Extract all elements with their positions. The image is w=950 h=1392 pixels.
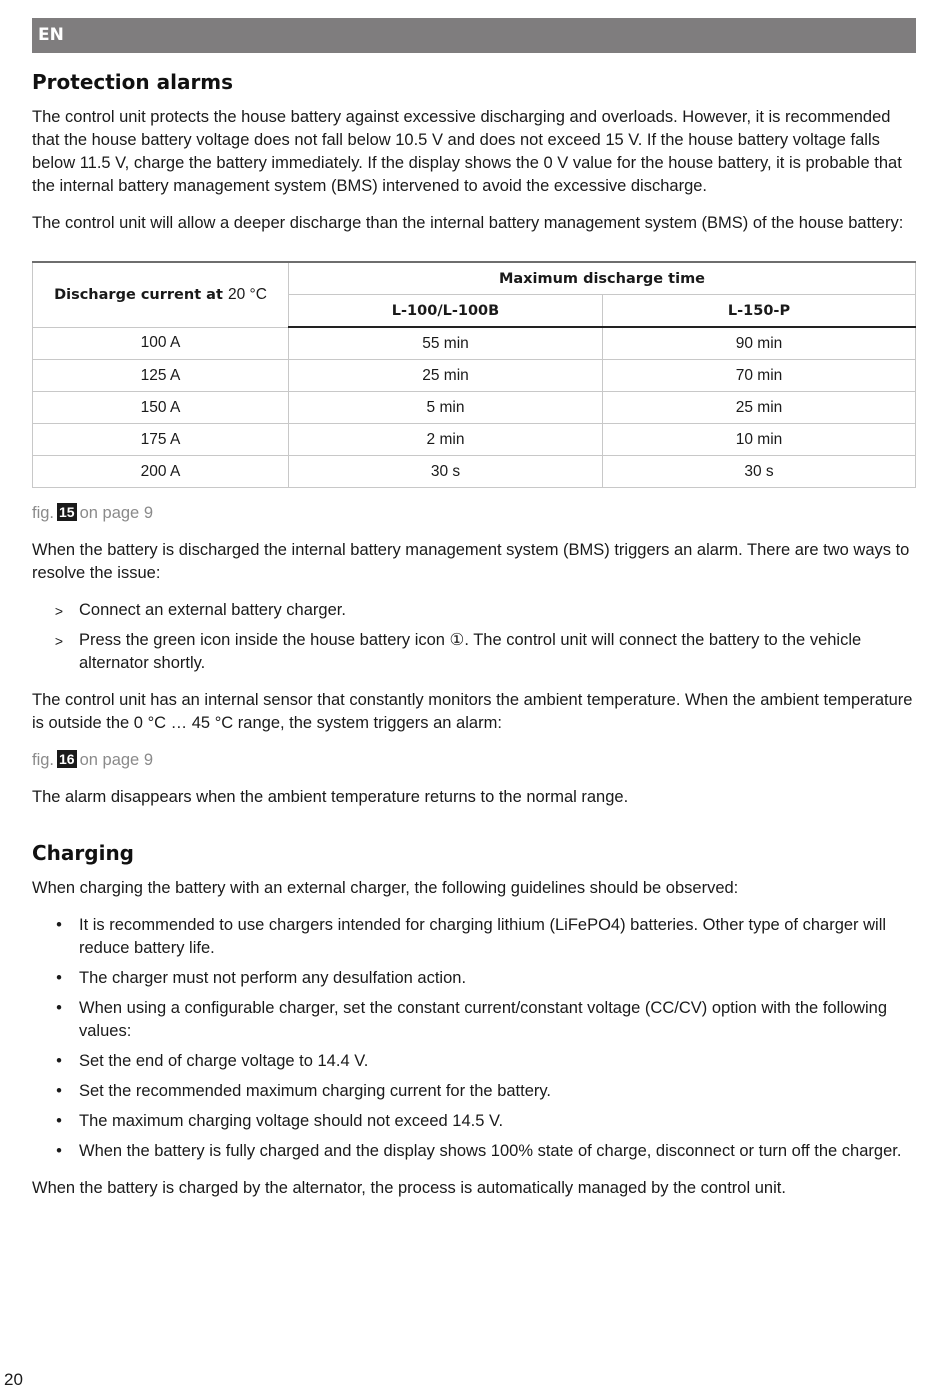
step-arrow-icon: > (54, 633, 64, 649)
step-arrow-icon: > (54, 603, 64, 619)
list-item: • When the battery is fully charged and the display shows 100% state of charge, disconnect or turn off the charger. (32, 1140, 916, 1163)
table-cell: 5 min (289, 392, 603, 424)
list-item: • The charger must not perform any desulfation action. (32, 967, 916, 990)
list-item: • When using a configurable charger, set the constant current/constant voltage (CC/CV) option with the following values: (32, 997, 916, 1043)
charging-heading: Charging (32, 841, 135, 865)
model-header-l100: L-100/L-100B (289, 295, 603, 328)
table-row (33, 424, 916, 456)
charging-outro: When the battery is charged by the alternator, the process is automatically managed by the control unit. (32, 1179, 786, 1197)
table-cell: 30 s (603, 456, 916, 488)
model-header-l150p: L-150-P (603, 295, 916, 328)
list-item: • Set the recommended maximum charging current for the battery. (32, 1080, 916, 1103)
table-row (33, 392, 916, 424)
figure-number-badge: 15 (59, 504, 75, 520)
protection-paragraph-2: The control unit will allow a deeper discharge than the internal battery management system (BMS) of the house battery: (32, 214, 904, 232)
bullet-icon: • (56, 969, 62, 987)
language-header-bar (32, 18, 916, 53)
maximum-discharge-time-header: Maximum discharge time (289, 262, 916, 295)
figure-number-badge: 16 (59, 751, 75, 767)
page-number: 20 (4, 1370, 23, 1389)
list-item: • It is recommended to use chargers intended for charging lithium (LiFePO4) batteries. Other type of charger will reduce battery life. (32, 914, 916, 960)
table-row (33, 456, 916, 488)
table-cell: 70 min (603, 360, 916, 392)
table-cell: 25 min (289, 360, 603, 392)
table-row (33, 327, 916, 360)
protection-alarms-heading: Protection alarms (32, 70, 234, 94)
bullet-icon: • (56, 1082, 62, 1100)
table-header-row (33, 262, 916, 295)
protection-paragraph-3: When the battery is discharged the internal battery management system (BMS) triggers an alarm. There are two ways to resolve the issue: (32, 541, 910, 582)
bullet-icon: • (56, 1142, 62, 1160)
table-cell: 55 min (289, 327, 603, 360)
bullet-icon: • (56, 999, 62, 1017)
bullet-icon: • (56, 1052, 62, 1070)
charging-intro: When charging the battery with an external charger, the following guidelines should be observed: (32, 879, 739, 897)
bullet-icon: • (56, 1112, 62, 1130)
discharge-time-table (32, 261, 916, 488)
list-item: • Set the end of charge voltage to 14.4 V. (32, 1050, 916, 1073)
figure-reference-16[interactable]: fig. 16 on page 9 (32, 751, 153, 769)
table-cell: 2 min (289, 424, 603, 456)
bullet-icon: • (56, 916, 62, 934)
table-cell: 175 A (33, 424, 289, 456)
list-item: > Connect an external battery charger. (32, 599, 916, 622)
table-cell: 200 A (33, 456, 289, 488)
discharge-current-header: Discharge current at 20 °C (33, 262, 289, 327)
protection-paragraph-1: The control unit protects the house battery against excessive discharging and overloads. However, it is recommended that the house battery voltage does not fall below 10.5 V and does not exceed 15 V. If the house battery voltage falls below 11.5 V, charge the battery immediately. If the display shows the 0 V value for the house battery, it is probable that the internal battery management system (BMS) intervened to avoid the excessive discharge. (32, 108, 902, 195)
table-cell: 25 min (603, 392, 916, 424)
table-cell: 150 A (33, 392, 289, 424)
protection-paragraph-4: The control unit has an internal sensor that constantly monitors the ambient temperature. When the ambient temperature is outside the 0 °C … 45 °C range, the system triggers an alarm: (32, 691, 913, 732)
list-item: > Press the green icon inside the house battery icon ①. The control unit will connect the battery to the vehicle alternator shortly. (32, 629, 916, 675)
list-item: • The maximum charging voltage should not exceed 14.5 V. (32, 1110, 916, 1133)
table-cell: 125 A (33, 360, 289, 392)
table-cell: 10 min (603, 424, 916, 456)
protection-paragraph-5: The alarm disappears when the ambient temperature returns to the normal range. (32, 788, 629, 806)
language-code: EN (38, 25, 64, 45)
table-row (33, 360, 916, 392)
table-cell: 90 min (603, 327, 916, 360)
figure-reference-15[interactable]: fig. 15 on page 9 (32, 504, 153, 522)
table-cell: 100 A (33, 327, 289, 360)
charging-guidelines-list (32, 914, 916, 1163)
resolution-steps-list (32, 599, 916, 675)
table-cell: 30 s (289, 456, 603, 488)
page-content (32, 70, 916, 1214)
